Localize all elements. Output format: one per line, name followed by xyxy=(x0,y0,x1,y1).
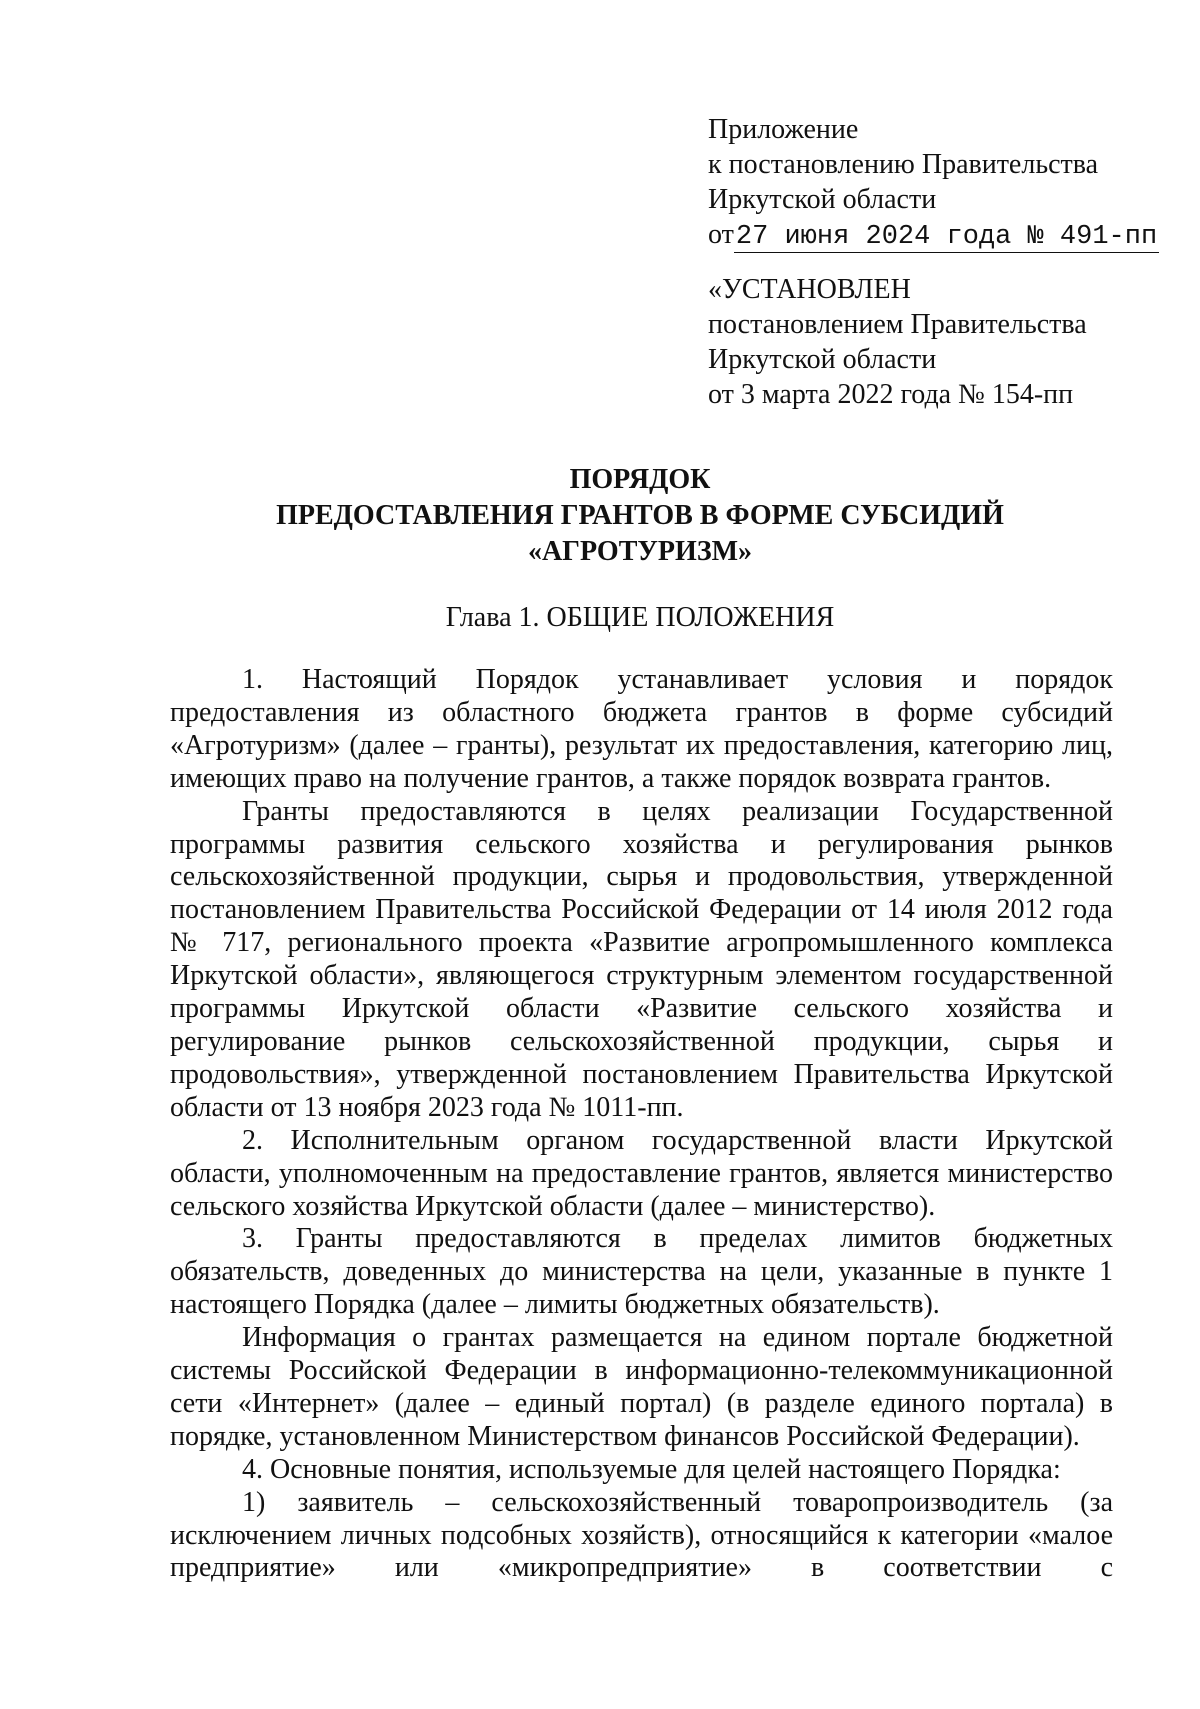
paragraph: 4. Основные понятия, используемые для целей настоящего Порядка: xyxy=(242,1453,1061,1485)
paragraph: 2. Исполнительным органом государственной власти Иркутской области, уполномоченным на предоставление грантов, является министерство сельского хозяйства Иркутской области (далее – министерство). xyxy=(170,1124,1113,1222)
title-line: ПОРЯДОК xyxy=(569,464,711,495)
title-line: ПРЕДОСТАВЛЕНИЯ ГРАНТОВ В ФОРМЕ СУБСИДИЙ xyxy=(276,500,1004,531)
appendix-line: Иркутской области xyxy=(708,184,937,215)
appendix-line: Приложение xyxy=(708,114,859,145)
established-line: Иркутской области xyxy=(708,344,937,375)
paragraph: 1) заявитель – сельскохозяйственный товаропроизводитель (за исключением личных подсобных хозяйств), относящийся к категории «малое предприятие» или «микропредприятие» в соответствии с xyxy=(170,1486,1113,1584)
paragraph: Гранты предоставляются в целях реализации Государственной программы развития сельского хозяйства и регулирования рынков сельскохозяйственной продукции, сырья и продовольствия, утвержденной постановлением Правительства Российской Федерации от 14 июля 2012 года № 717, регионального проекта «Развитие агропромышленного комплекса Иркутской области», являющегося структурным элементом государственной программы Иркутской области «Развитие сельского хозяйства и регулирование рынков сельскохозяйственной продукции, сырья и продовольствия», утвержденной постановлением Правительства Иркутской области от 13 ноября 2023 года № 1011-пп. xyxy=(170,795,1113,1123)
established-line: «УСТАНОВЛЕН xyxy=(708,274,911,305)
date-prefix: от xyxy=(708,219,734,250)
established-block xyxy=(708,272,1087,412)
paragraph: 1. Настоящий Порядок устанавливает условия и порядок предоставления из областного бюджета грантов в форме субсидий «Агротуризм» (далее – гранты), результат их предоставления, категорию лиц, имеющих право на получение грантов, а также порядок возврата грантов. xyxy=(170,664,1113,794)
appendix-line: к постановлению Правительства xyxy=(708,149,1099,180)
appendix-block xyxy=(708,112,1159,253)
paragraph: Информация о грантах размещается на едином портале бюджетной системы Российской Федерации в информационно-телекоммуникационной сети «Интернет» (далее – единый портал) (в разделе единого портала) в порядке, установленном Министерством финансов Российской Федерации). xyxy=(170,1322,1113,1452)
appendix-date-line xyxy=(708,217,1159,253)
date-filled-field: 27 июня 2024 года № 491-пп xyxy=(735,222,1158,252)
title-line: «АГРОТУРИЗМ» xyxy=(527,536,753,567)
established-line: постановлением Правительства xyxy=(708,309,1087,340)
document-body xyxy=(170,664,1113,1585)
paragraph: 3. Гранты предоставляются в пределах лимитов бюджетных обязательств, доведенных до министерства на цели, указанные в пункте 1 настоящего Порядка (далее – лимиты бюджетных обязательств). xyxy=(170,1223,1113,1321)
established-line: от 3 марта 2022 года № 154-пп xyxy=(708,379,1074,410)
chapter-heading: Глава 1. ОБЩИЕ ПОЛОЖЕНИЯ xyxy=(445,602,835,633)
document-title xyxy=(170,462,1110,570)
